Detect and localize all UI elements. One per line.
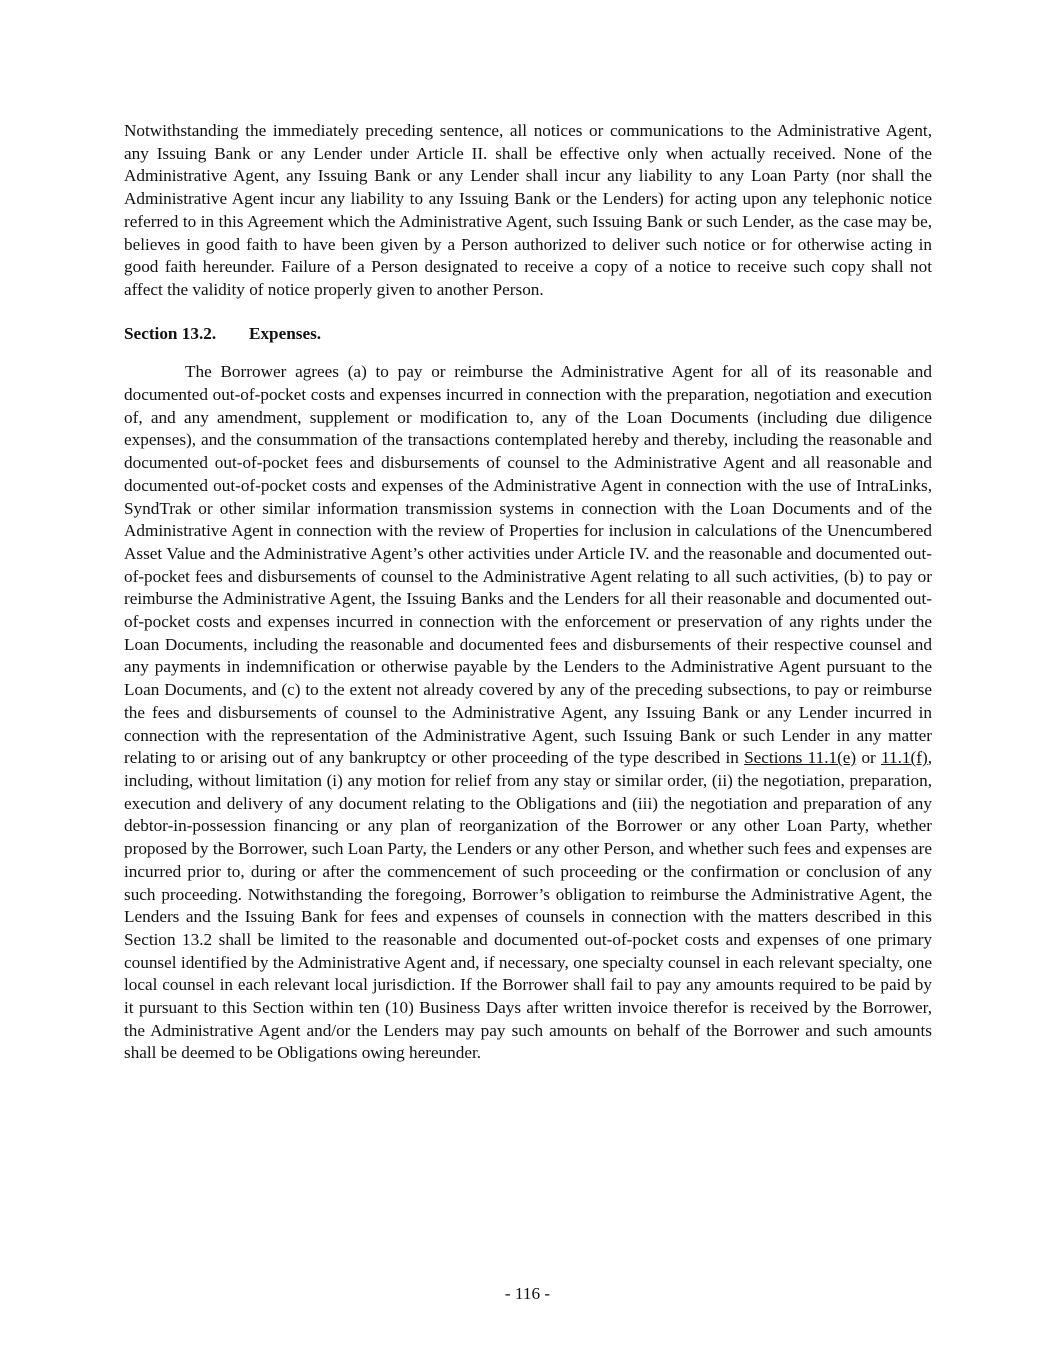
- paragraph-expenses-between: or: [856, 748, 882, 768]
- section-reference-11-1-e: Sections 11.1(e): [744, 748, 857, 768]
- document-body: [124, 120, 932, 1065]
- paragraph-expenses-part1: The Borrower agrees (a) to pay or reimburse the Administrative Agent for all of its reasonable and documented out-of-pocket costs and expenses incurred in connection with the preparation, negotiation and execution of, and any amendment, supplement or modification to, any of the Loan Documents (including due diligence expenses), and the consummation of the transactions contemplated hereby and thereby, including the reasonable and documented out-of-pocket fees and disbursements of counsel to the Administrative Agent and all reasonable and documented out-of-pocket costs and expenses of the Administrative Agent in connection with the use of IntraLinks, SyndTrak or other similar information transmission systems in connection with the Loan Documents and of the Administrative Agent in connection with the review of Properties for inclusion in calculations of the Unencumbered Asset Value and the Administrative Agent’s other activities under Article IV. and the reasonable and documented out-of-pocket fees and disbursements of counsel to the Administrative Agent relating to all such activities, (b) to pay or reimburse the Administrative Agent, the Issuing Banks and the Lenders for all their reasonable and documented out-of-pocket costs and expenses incurred in connection with the enforcement or preservation of any rights under the Loan Documents, including the reasonable and documented fees and disbursements of their respective counsel and any payments in indemnification or otherwise payable by the Lenders to the Administrative Agent pursuant to the Loan Documents, and (c) to the extent not already covered by any of the preceding subsections, to pay or reimburse the fees and disbursements of counsel to the Administrative Agent, any Issuing Bank or any Lender incurred in connection with the representation of the Administrative Agent, such Issuing Bank or such Lender in any matter relating to or arising out of any bankruptcy or other proceeding of the type described in: [124, 362, 932, 768]
- section-number: Section 13.2.: [124, 323, 217, 343]
- section-title: Expenses.: [249, 323, 322, 343]
- section-reference-11-1-f: 11.1(f): [881, 748, 928, 768]
- paragraph-expenses: [124, 361, 932, 1065]
- paragraph-notices: Notwithstanding the immediately preceding sentence, all notices or communications to the Administrative Agent, any Issuing Bank or any Lender under Article II. shall be effective only when actually received. None of the Administrative Agent, any Issuing Bank or any Lender shall incur any liability to any Loan Party (nor shall the Administrative Agent incur any liability to any Issuing Bank or the Lenders) for acting upon any telephonic notice referred to in this Agreement which the Administrative Agent, such Issuing Bank or such Lender, as the case may be, believes in good faith to have been given by a Person authorized to deliver such notice or for otherwise acting in good faith hereunder. Failure of a Person designated to receive a copy of a notice to receive such copy shall not affect the validity of notice properly given to another Person.: [124, 121, 932, 299]
- paragraph-expenses-part2: , including, without limitation (i) any motion for relief from any stay or similar order, (ii) the negotiation, preparation, execution and delivery of any document relating to the Obligations and (iii) the negotiation and preparation of any debtor-in-possession financing or any plan of reorganization of the Borrower or any other Loan Party, whether proposed by the Borrower, such Loan Party, the Lenders or any other Person, and whether such fees and expenses are incurred prior to, during or after the commencement of such proceeding or the confirmation or conclusion of any such proceeding. Notwithstanding the foregoing, Borrower’s obligation to reimburse the Administrative Agent, the Lenders and the Issuing Bank for fees and expenses of counsels in connection with the matters described in this Section 13.2 shall be limited to the reasonable and documented out-of-pocket costs and expenses of one primary counsel identified by the Administrative Agent and, if necessary, one specialty counsel in each relevant specialty, one local counsel in each relevant local jurisdiction. If the Borrower shall fail to pay any amounts required to be paid by it pursuant to this Section within ten (10) Business Days after written invoice therefor is received by the Borrower, the Administrative Agent and/or the Lenders may pay such amounts on behalf of the Borrower and such amounts shall be deemed to be Obligations owing hereunder.: [124, 748, 932, 1063]
- section-heading: [124, 323, 932, 346]
- page-number: - 116 -: [504, 1284, 551, 1303]
